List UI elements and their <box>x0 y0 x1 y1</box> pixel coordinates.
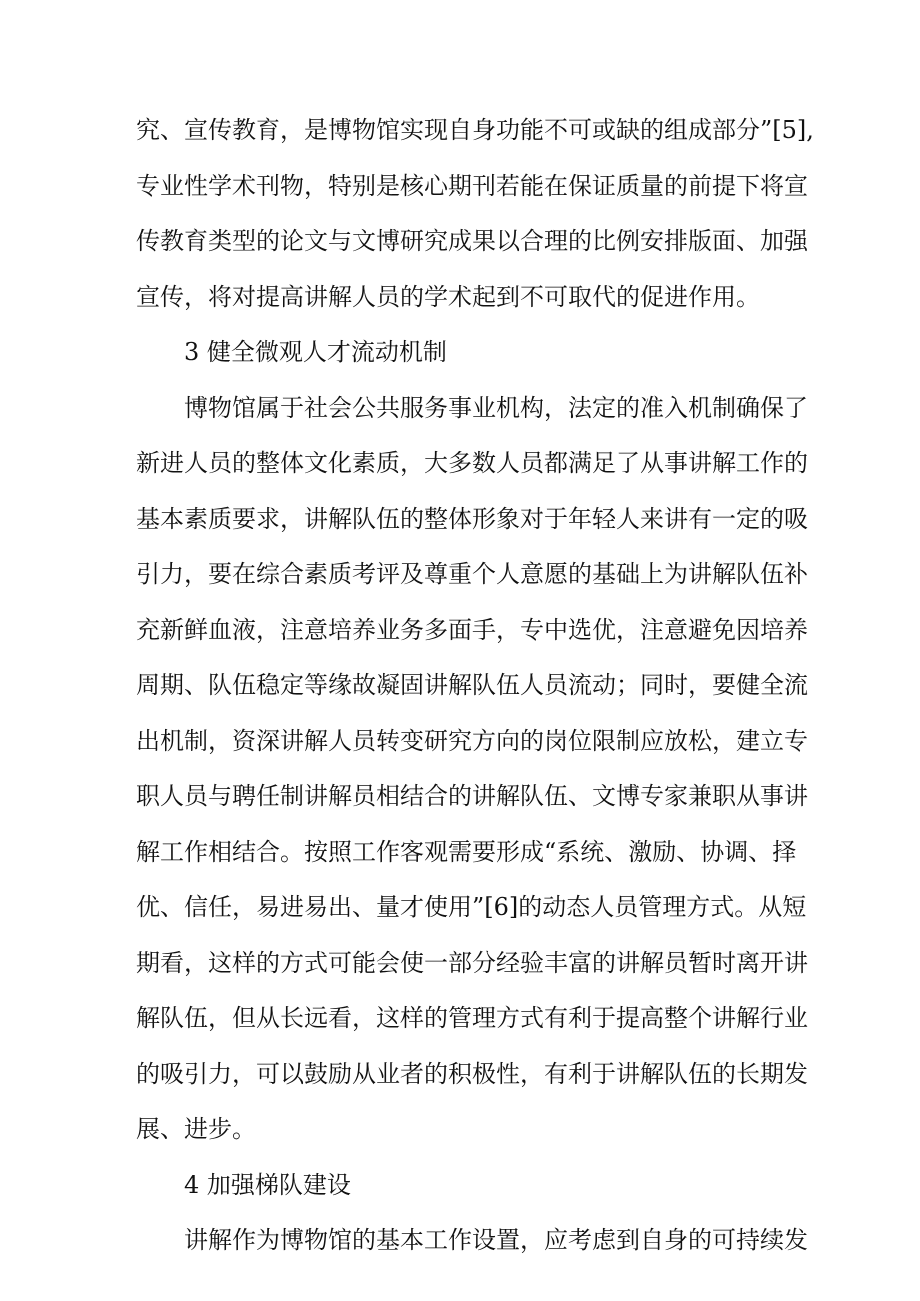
text-line: 博物馆属于社会公共服务事业机构，法定的准入机制确保了 <box>184 393 808 422</box>
text-line: 宣传，将对提高讲解人员的学术起到不可取代的促进作用。 <box>136 282 760 311</box>
text-line: 新进人员的整体文化素质，大多数人员都满足了从事讲解工作的 <box>136 449 808 477</box>
text-line: 究、宣传教育，是博物馆实现自身功能不可或缺的组成部分”[5], <box>136 116 814 144</box>
text-line: 职人员与聘任制讲解员相结合的讲解队伍、文博专家兼职从事讲 <box>136 782 808 810</box>
text-line: 出机制，资深讲解人员转变研究方向的岗位限制应放松，建立专 <box>136 726 808 755</box>
text-line: 引力，要在综合素质考评及尊重个人意愿的基础上为讲解队伍补 <box>136 560 808 588</box>
text-line: 专业性学术刊物，特别是核心期刊若能在保证质量的前提下将宣 <box>136 171 808 200</box>
text-line: 充新鲜血液，注意培养业务多面手，专中选优，注意避免因培养 <box>136 615 808 644</box>
section-heading-4: 4 加强梯队建设 <box>184 1170 351 1199</box>
text-line: 期看，这样的方式可能会使一部分经验丰富的讲解员暂时离开讲 <box>136 948 808 977</box>
text-line: 传教育类型的论文与文博研究成果以合理的比例安排版面、加强 <box>136 227 808 255</box>
text-line: 解工作相结合。按照工作客观需要形成“系统、激励、协调、择 <box>136 837 797 866</box>
text-line: 解队伍，但从长远看，这样的管理方式有利于提高整个讲解行业 <box>136 1004 808 1032</box>
text-line: 的吸引力，可以鼓励从业者的积极性，有利于讲解队伍的长期发 <box>136 1059 808 1088</box>
text-line: 周期、队伍稳定等缘故凝固讲解队伍人员流动；同时，要健全流 <box>136 671 808 699</box>
paragraph-talent-flow <box>136 381 808 1158</box>
text-line: 展、进步。 <box>136 1115 256 1143</box>
paragraph-continuation <box>136 103 814 325</box>
paragraph-echelon <box>136 1213 808 1269</box>
text-line: 讲解作为博物馆的基本工作设置，应考虑到自身的可持续发 <box>184 1226 808 1254</box>
text-line: 优、信任，易进易出、量才使用”[6]的动态人员管理方式。从短 <box>136 893 807 921</box>
section-heading-3: 3 健全微观人才流动机制 <box>184 338 447 366</box>
document-body <box>136 103 814 1269</box>
text-line: 基本素质要求，讲解队伍的整体形象对于年轻人来讲有一定的吸 <box>136 504 808 533</box>
